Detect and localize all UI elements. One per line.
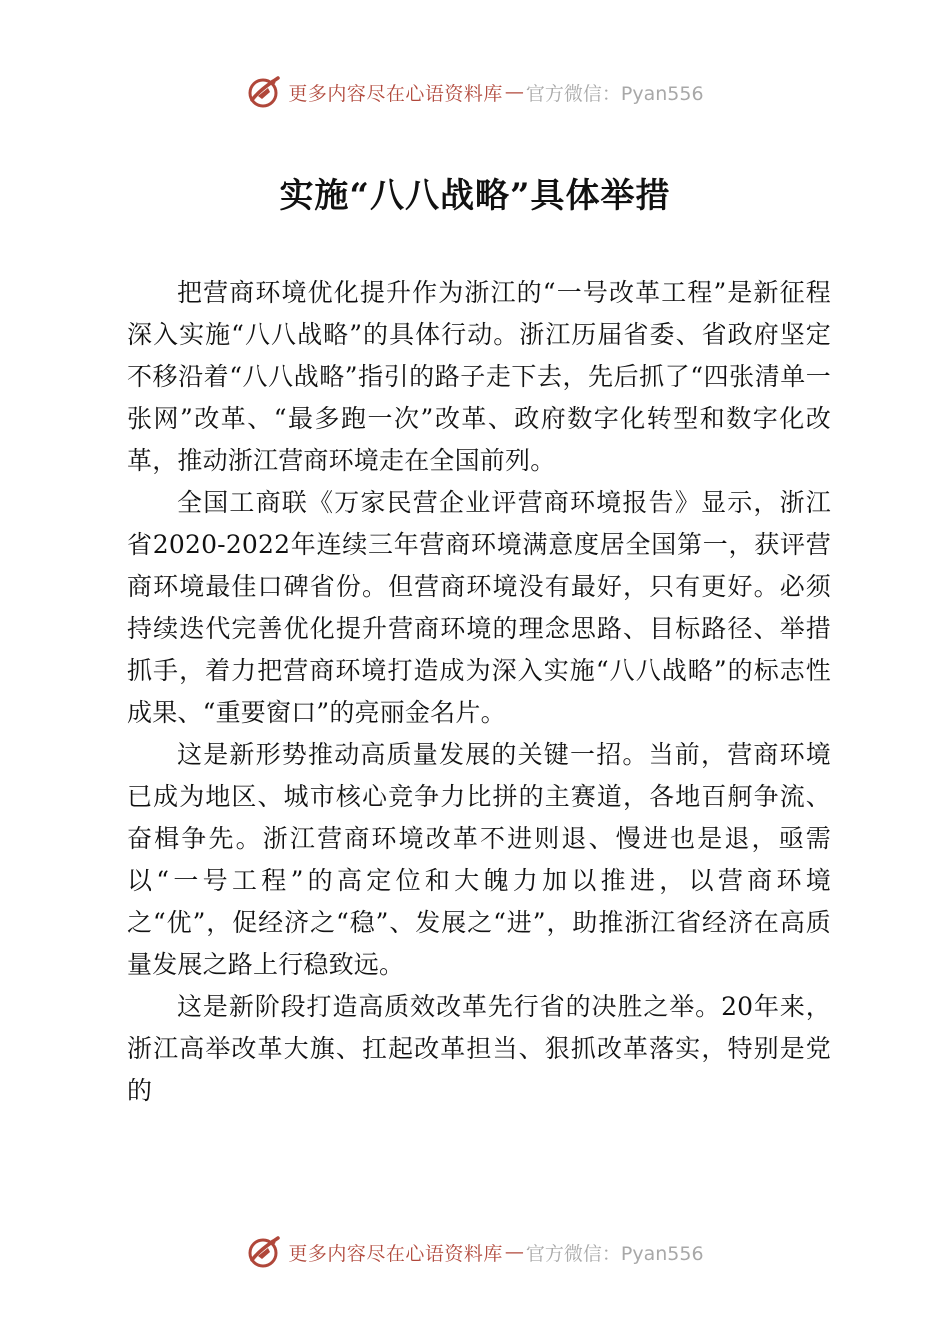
paragraph: 全国工商联《万家民营企业评营商环境报告》显示，浙江省2020-2022年连续三年营商环境满意度居全国第一，获评营商环境最佳口碑省份。但营商环境没有最好，只有更好。必须持续迭代完善优化提升营商环境的理念思路、目标路径、举措抓手，着力把营商环境打造成为深入实施“八八战略”的标志性成果、“重要窗口”的亮丽金名片。 (127, 488, 831, 727)
footer-watermark (0, 1230, 950, 1274)
watermark-text: 更多内容尽在心语资料库 (288, 82, 503, 105)
watermark-text: 更多内容尽在心语资料库 (288, 1242, 503, 1265)
paragraph: 这是新形势推动高质量发展的关键一招。当前，营商环境已成为地区、城市核心竞争力比拼的主赛道，各地百舸争流、奋楫争先。浙江营商环境改革不进则退、慢进也是退，亟需以“一号工程”的高定位和大魄力加以推进，以营商环境之“优”，促经济之“稳”、发展之“进”，助推浙江省经济在高质量发展之路上行稳致远。 (127, 740, 831, 979)
document-title: 实施“八八战略”具体举措 (279, 176, 671, 216)
watermark-separator: — (504, 81, 524, 103)
watermark-contact: 官方微信：Pyan556 (525, 1242, 704, 1265)
paragraph: 把营商环境优化提升作为浙江的“一号改革工程”是新征程深入实施“八八战略”的具体行动。浙江历届省委、省政府坚定不移沿着“八八战略”指引的路子走下去，先后抓了“四张清单一张网”改革、“最多跑一次”改革、政府数字化转型和数字化改革，推动浙江营商环境走在全国前列。 (127, 278, 831, 475)
watermark-contact: 官方微信：Pyan556 (525, 82, 704, 105)
paragraph: 这是新阶段打造高质效改革先行省的决胜之举。20年来，浙江高举改革大旗、扛起改革担当、狠抓改革落实，特别是党的 (127, 992, 831, 1105)
document-body (127, 272, 831, 1112)
header-watermark (0, 70, 950, 114)
watermark-separator: — (504, 1241, 524, 1263)
brush-seal-icon (246, 1234, 282, 1270)
brush-seal-icon (246, 74, 282, 110)
